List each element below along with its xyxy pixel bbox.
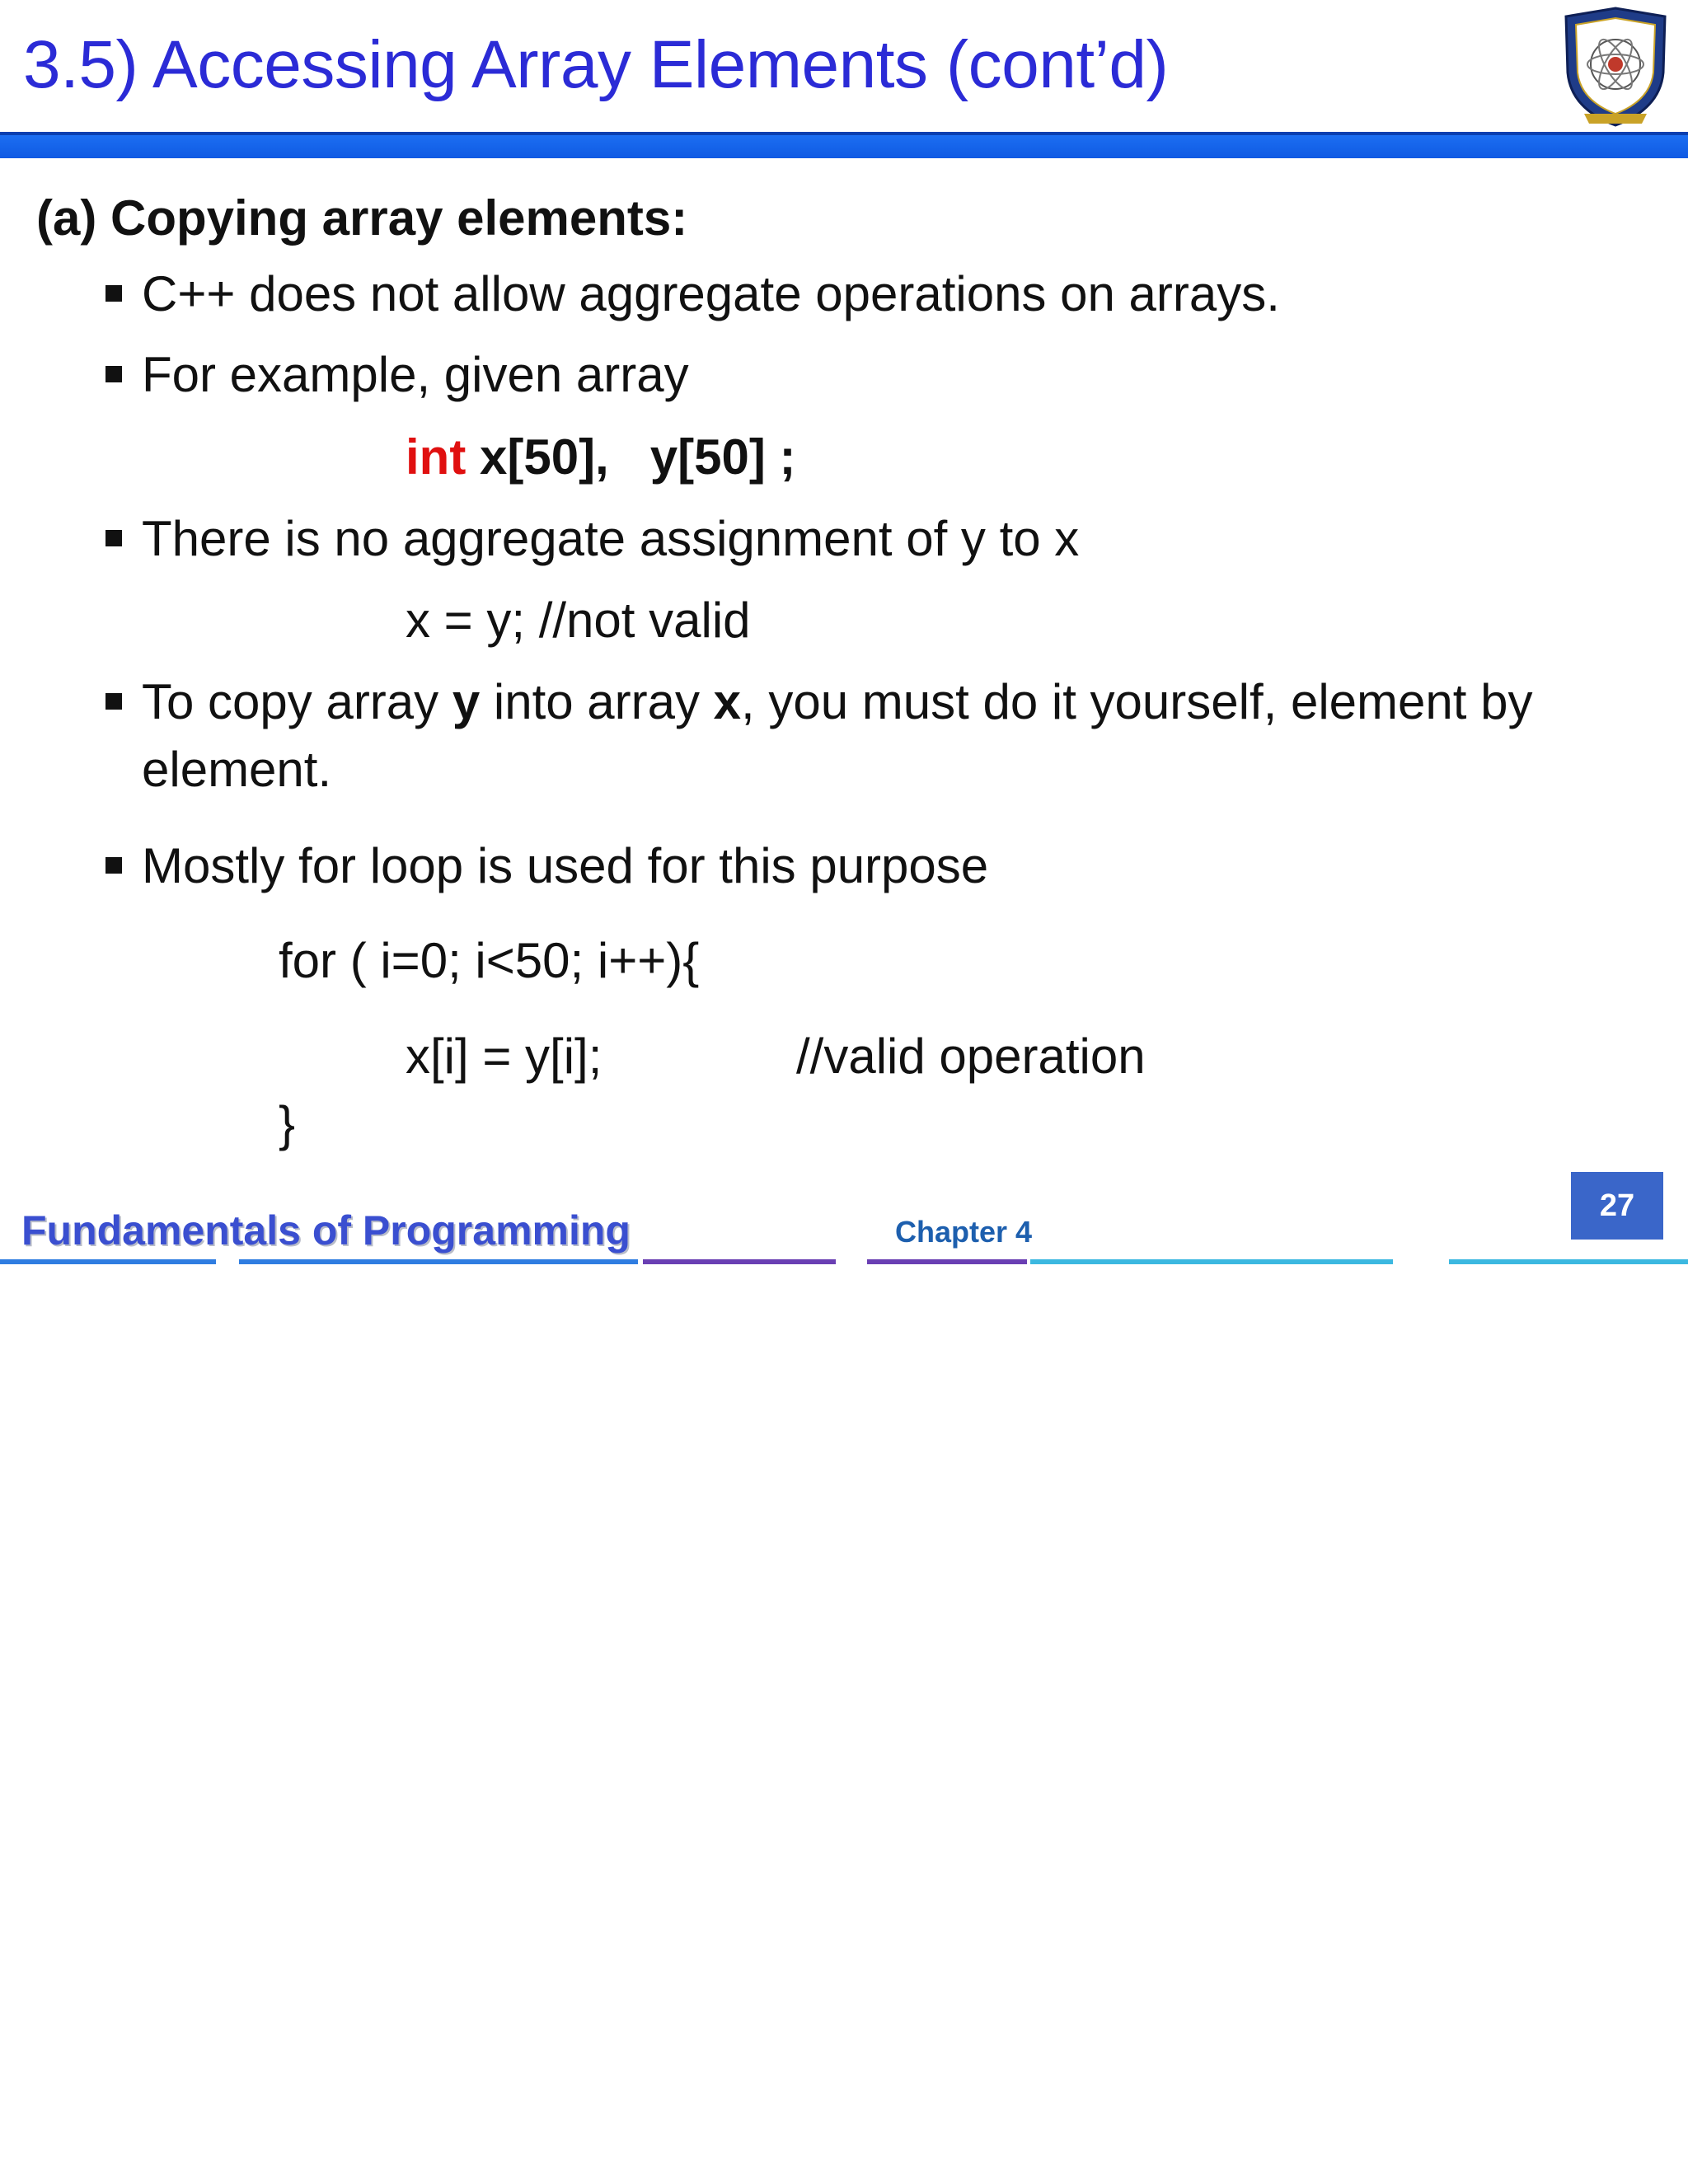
bullet-copy-text-2: into array bbox=[480, 674, 714, 729]
bullet-copy-text-1: To copy array bbox=[142, 674, 452, 729]
footer-divider-1 bbox=[0, 1259, 216, 1264]
footer-divider-2 bbox=[239, 1259, 638, 1264]
code-loop-comment: //valid operation bbox=[796, 1029, 1146, 1084]
bullet-copy-continuation: element. bbox=[142, 742, 332, 797]
page-number: 27 bbox=[1571, 1172, 1663, 1240]
code-loop-close: } bbox=[279, 1096, 296, 1151]
footer-divider-6 bbox=[1449, 1259, 1688, 1264]
bullet-copy-y: y bbox=[452, 674, 481, 729]
slide-title: 3.5) Accessing Array Elements (cont’d) bbox=[23, 27, 1169, 102]
footer-chapter: Chapter 4 bbox=[895, 1215, 1033, 1249]
bullet-copy-x: x bbox=[713, 674, 742, 729]
university-seal-icon bbox=[1559, 5, 1672, 129]
bullet-copy-text-3: , you must do it yourself, element by bbox=[741, 674, 1533, 729]
code-array-declaration bbox=[406, 424, 795, 491]
footer-divider-4 bbox=[867, 1259, 1027, 1264]
code-declaration-rest: x[50], y[50] ; bbox=[466, 429, 796, 485]
footer-divider-3 bbox=[643, 1259, 836, 1264]
bullet-copy-element-by-element bbox=[142, 668, 1532, 736]
code-invalid-assignment: x = y; //not valid bbox=[406, 593, 751, 648]
code-loop-header: for ( i=0; i<50; i++){ bbox=[279, 933, 700, 988]
bullet-aggregate-operations: C++ does not allow aggregate operations on arrays. bbox=[142, 260, 1280, 328]
bullet-example: For example, given array bbox=[142, 341, 689, 409]
code-loop-body: x[i] = y[i]; bbox=[406, 1029, 603, 1084]
code-keyword-int: int bbox=[406, 429, 467, 485]
title-bar bbox=[0, 132, 1688, 158]
bullet-no-aggregate-assignment: There is no aggregate assignment of y to x bbox=[142, 505, 1079, 573]
subheading: (a) Copying array elements: bbox=[36, 190, 688, 246]
bullet-for-loop: Mostly for loop is used for this purpose bbox=[142, 832, 988, 900]
footer-divider-5 bbox=[1030, 1259, 1393, 1264]
footer-course-title: Fundamentals of Programming bbox=[21, 1207, 631, 1254]
